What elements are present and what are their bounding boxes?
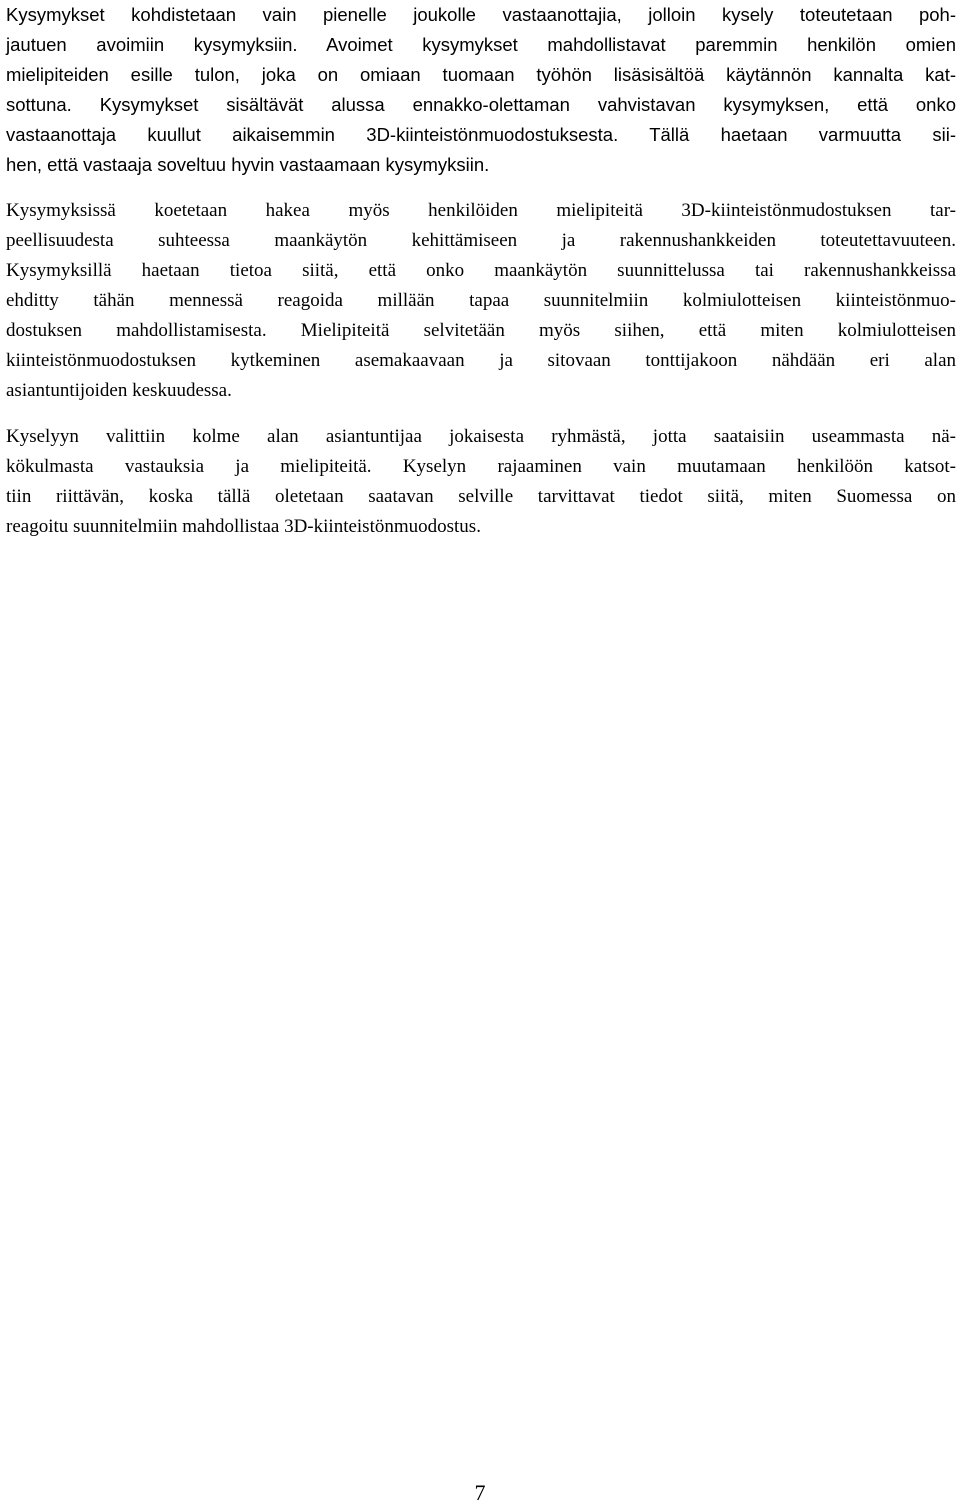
paragraph-line: vastaanottaja kuullut aikaisemmin 3D-kiinteistönmuodostuksesta. Tällä haetaan varmuutta sii-: [6, 124, 956, 145]
paragraph-line: sottuna. Kysymykset sisältävät alussa ennakko-olettaman vahvistavan kysymyksen, että onko: [6, 94, 956, 115]
paragraph-line: Kysymyksillä haetaan tietoa siitä, että onko maankäytön suunnittelussa tai rakennushankkeissa: [6, 260, 956, 281]
paragraph-line: tiin riittävän, koska tällä oletetaan saatavan selville tarvittavat tiedot siitä, miten Suomessa on: [6, 486, 956, 507]
paragraph-line: mielipiteiden esille tulon, joka on omiaan tuomaan työhön lisäsisältöä käytännön kannalta kat-: [6, 64, 956, 85]
paragraph-line: kiinteistönmuodostuksen kytkeminen asemakaavaan ja sitovaan tonttijakoon nähdään eri alan: [6, 350, 956, 371]
paragraph-line: jautuen avoimiin kysymyksiin. Avoimet kysymykset mahdollistavat paremmin henkilön omien: [6, 34, 956, 55]
paragraph-2: [6, 196, 956, 406]
paragraph-line: kökulmasta vastauksia ja mielipiteitä. Kyselyn rajaaminen vain muutamaan henkilöön katsot-: [6, 456, 956, 477]
paragraph-line: hen, että vastaaja soveltuu hyvin vastaamaan kysymyksiin.: [6, 154, 490, 175]
paragraph-line: Kyselyyn valittiin kolme alan asiantuntijaa jokaisesta ryhmästä, jotta saataisiin useammasta nä-: [6, 426, 956, 447]
paragraph-line: asiantuntijoiden keskuudessa.: [6, 380, 232, 401]
paragraph-line: dostuksen mahdollistamisesta. Mielipiteitä selvitetään myös siihen, että miten kolmiulotteisen: [6, 320, 956, 341]
paragraph-line: peellisuudesta suhteessa maankäytön kehittämiseen ja rakennushankkeiden toteutettavuuteen.: [6, 230, 956, 251]
paragraph-line: Kysymykset kohdistetaan vain pienelle joukolle vastaanottajia, jolloin kysely toteutetaan poh-: [6, 4, 956, 25]
paragraph-line: ehditty tähän mennessä reagoida millään tapaa suunnitelmiin kolmiulotteisen kiinteistönmuo-: [6, 290, 956, 311]
paragraph-3: [6, 422, 956, 542]
document-page: [6, 0, 956, 558]
paragraph-line: reagoitu suunnitelmiin mahdollistaa 3D-kiinteistönmuodostus.: [6, 516, 481, 537]
paragraph-1: [6, 0, 956, 180]
page-number: 7: [474, 1480, 486, 1505]
paragraph-line: Kysymyksissä koetetaan hakea myös henkilöiden mielipiteitä 3D-kiinteistönmudostuksen tar-: [6, 200, 956, 221]
